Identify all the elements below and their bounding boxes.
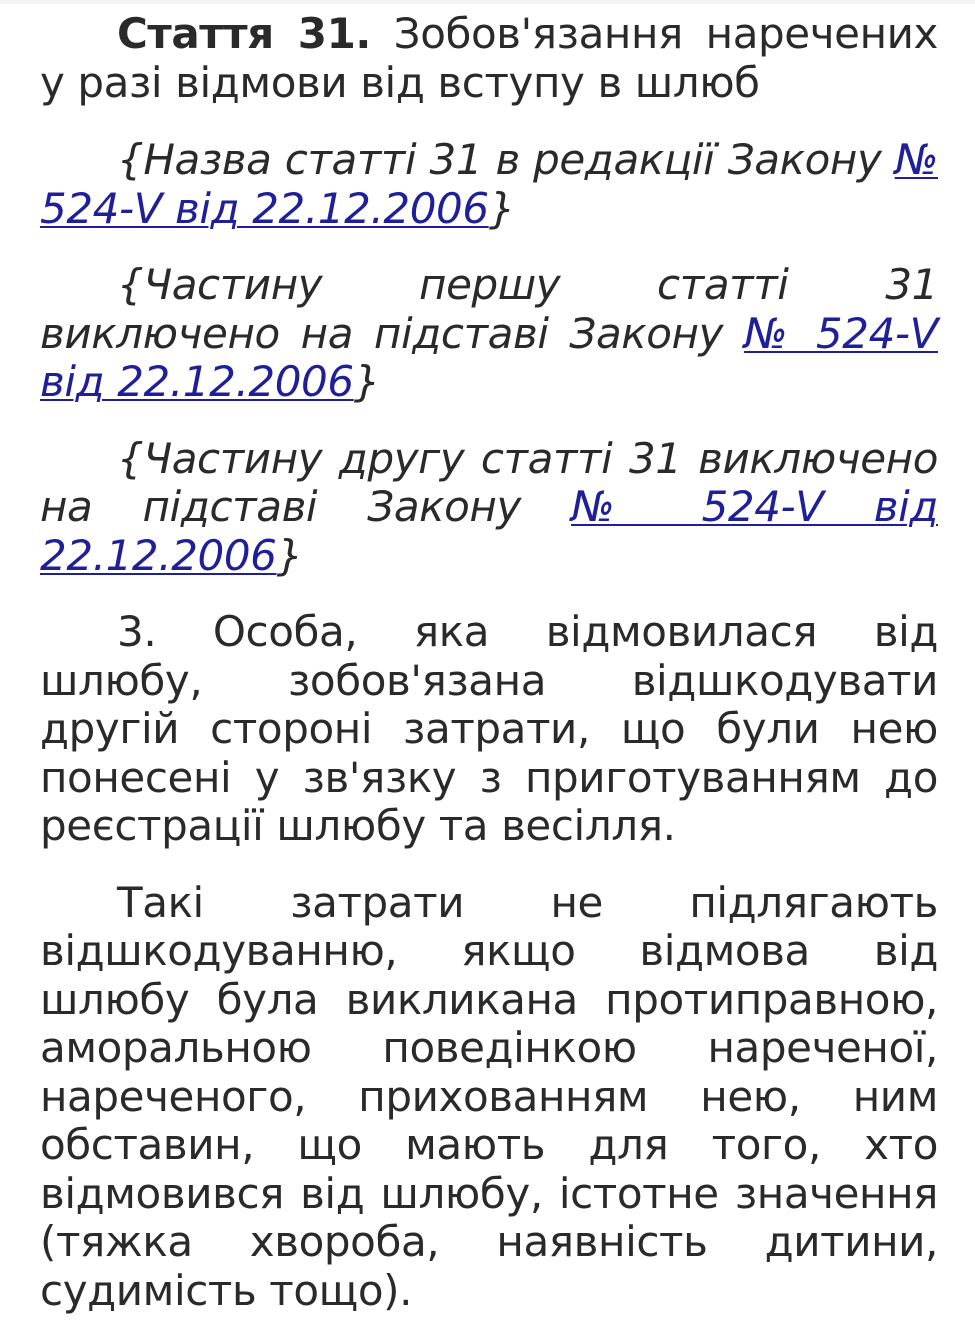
law-link[interactable]: № 524-V від 22.12.2006 bbox=[40, 308, 938, 406]
law-article bbox=[40, 10, 938, 1343]
amendment-note-title bbox=[40, 136, 938, 233]
note-text: {Назва статті 31 в редакції Закону bbox=[117, 135, 895, 184]
note-text: {Частину першу статті 31 виключено на підставі Закону bbox=[40, 260, 938, 358]
note-close-brace: } bbox=[276, 530, 303, 580]
article-number: Стаття 31. bbox=[117, 9, 371, 58]
law-link[interactable]: № 524-V від 22.12.2006 bbox=[40, 135, 938, 233]
note-close-brace: } bbox=[353, 357, 381, 406]
article-title: Зобов'язання наречених у разі відмови від вступу в шлюб bbox=[40, 9, 938, 107]
paragraph-3: 3. Особа, яка відмовилася від шлюбу, зобов'язана відшкодувати другій стороні затрати, що були нею понесені у зв'язку з приготуванням до реєстрації шлюбу та весілля. bbox=[40, 607, 938, 850]
note-close-brace: } bbox=[488, 183, 516, 233]
amendment-note-part-one bbox=[40, 261, 938, 407]
amendment-note-part-two bbox=[40, 435, 938, 581]
note-text: {Частину другу статті 31 виключено на підставі Закону bbox=[40, 433, 938, 531]
article-heading bbox=[40, 10, 938, 107]
paragraph-3-continuation: Такі затрати не підлягають відшкодуванню, якщо відмова від шлюбу була викликана протиправною, аморальною поведінкою нареченої, нареченого, прихованням нею, ним обставин, що мають для того, хто відмовився від шлюбу, істотне значення (тяжка хвороба, наявність дитини, судимість тощо). bbox=[40, 877, 938, 1315]
law-link[interactable]: № 524-V від 22.12.2006 bbox=[40, 482, 939, 580]
top-edge-divider bbox=[0, 0, 975, 4]
